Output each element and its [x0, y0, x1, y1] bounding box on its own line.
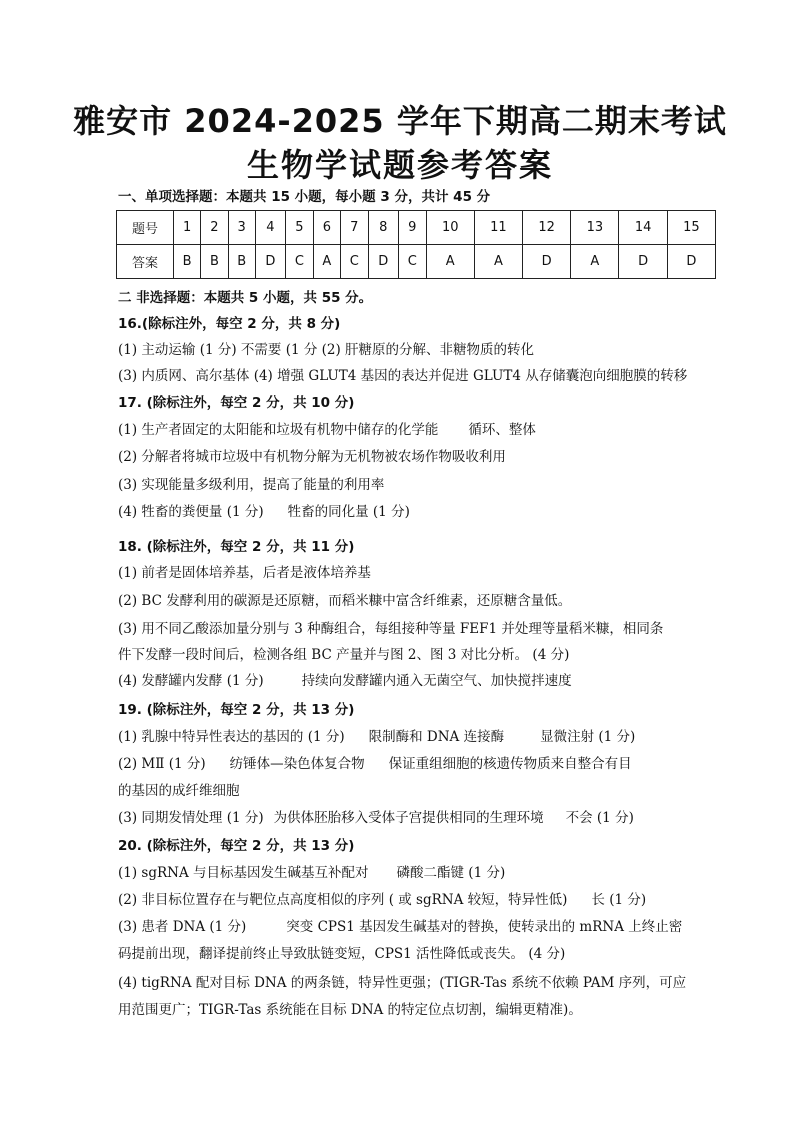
q19-answer-3b: 为供体胚胎移入受体子宫提供相同的生理环境 [273, 810, 544, 826]
answer-cell: A [474, 245, 522, 279]
q18-line-3: (3) 用不同乙酸添加量分别与 3 种酶组合，每组接种等量 FEF1 并处理等量稻米糠，相同条 [118, 621, 664, 637]
q19-line-1 [118, 725, 635, 745]
q19-answer-1c: 显微注射 (1 分) [540, 729, 636, 745]
q18-line-1: (1) 前者是固体培养基，后者是液体培养基 [118, 565, 371, 581]
q19-answer-3a: (3) 同期发情处理 (1 分) [118, 810, 264, 826]
answer-cell: B [174, 245, 201, 279]
q20-header: 20. (除标注外，每空 2 分，共 13 分) [118, 838, 355, 854]
number-cell: 8 [368, 211, 398, 245]
answer-cell: B [201, 245, 228, 279]
answer-cell: D [255, 245, 285, 279]
q19-line-2 [118, 752, 632, 772]
q18-header: 18. (除标注外，每空 2 分，共 11 分) [118, 539, 355, 555]
q17-answer-4b: 牲畜的同化量 (1 分) [287, 504, 410, 520]
q18-answer-4b: 持续向发酵罐内通入无菌空气、加快搅拌速度 [301, 673, 572, 689]
q17-line-4 [118, 500, 410, 520]
q20-answer-3a: (3) 患者 DNA (1 分) [118, 919, 247, 935]
q17-answer-4a: (4) 牲畜的粪便量 (1 分) [118, 504, 264, 520]
q20-answer-3b: 突变 CPS1 基因发生碱基对的替换，使转录出的 mRNA 上终止密 [286, 919, 683, 935]
q16-line-1: (1) 主动运输 (1 分) 不需要 (1 分 (2) 肝糖原的分解、非糖物质的转化 [118, 342, 535, 358]
q19-line-3: 的基因的成纤维细胞 [118, 783, 240, 799]
q19-answer-2c: 保证重组细胞的核遗传物质来自整合有目 [388, 756, 632, 772]
number-cell: 1 [174, 211, 201, 245]
answer-cell: C [398, 245, 426, 279]
q19-answer-1a: (1) 乳腺中特异性表达的基因的 (1 分) [118, 729, 345, 745]
answer-cell: D [667, 245, 715, 279]
section-2-heading: 二 非选择题：本题共 5 小题，共 55 分。 [118, 290, 373, 306]
q20-answer-1a: (1) sgRNA 与目标基因发生碱基互补配对 [118, 865, 369, 881]
number-cell: 6 [313, 211, 340, 245]
number-cell: 3 [228, 211, 255, 245]
q19-header: 19. (除标注外，每空 2 分，共 13 分) [118, 702, 355, 718]
q17-line-1 [118, 418, 536, 438]
q19-answer-2a: (2) MⅡ (1 分) [118, 756, 206, 772]
title-line-1: 雅安市 2024-2025 学年下期高二期末考试 [73, 102, 727, 140]
section-1-heading: 一、单项选择题：本题共 15 小题，每小题 3 分，共计 45 分 [118, 189, 491, 205]
q16-header: 16.(除标注外，每空 2 分，共 8 分) [118, 316, 341, 332]
answer-cell: D [523, 245, 571, 279]
q18-answer-4a: (4) 发酵罐内发酵 (1 分) [118, 673, 264, 689]
number-cell: 4 [255, 211, 285, 245]
q20-line-6: 用范围更广；TIGR-Tas 系统能在目标 DNA 的特定位点切割，编辑更精准)。 [118, 1002, 582, 1018]
answer-cell: D [619, 245, 667, 279]
number-cell: 10 [426, 211, 474, 245]
number-cell: 15 [667, 211, 715, 245]
q20-answer-2b: 长 (1 分) [591, 892, 647, 908]
answer-cell: A [313, 245, 340, 279]
answer-table [116, 210, 716, 279]
row-label: 题号 [117, 211, 174, 245]
q18-line-2: (2) BC 发酵利用的碳源是还原糖，而稻米糠中富含纤维素，还原糖含量低。 [118, 593, 572, 609]
number-cell: 13 [571, 211, 619, 245]
q20-answer-1b: 磷酸二酯键 (1 分) [396, 865, 506, 881]
q20-line-2 [118, 888, 646, 908]
answer-cell: C [340, 245, 368, 279]
answer-cell: C [286, 245, 314, 279]
number-cell: 14 [619, 211, 667, 245]
number-cell: 12 [523, 211, 571, 245]
q20-line-5: (4) tigRNA 配对目标 DNA 的两条链，特异性更强；(TIGR-Tas 系统不依赖 PAM 序列，可应 [118, 975, 687, 991]
number-cell: 7 [340, 211, 368, 245]
q17-header: 17. (除标注外，每空 2 分，共 10 分) [118, 395, 355, 411]
q17-answer-1b: 循环、整体 [468, 422, 536, 438]
q19-answer-1b: 限制酶和 DNA 连接酶 [368, 729, 505, 745]
question-number-row [117, 211, 716, 245]
q20-answer-2a: (2) 非目标位置存在与靶位点高度相似的序列 ( 或 sgRNA 较短，特异性低) [118, 892, 568, 908]
answer-row [117, 245, 716, 279]
answer-cell: A [571, 245, 619, 279]
number-cell: 5 [286, 211, 314, 245]
q17-line-3: (3) 实现能量多级利用，提高了能量的利用率 [118, 477, 385, 493]
number-cell: 9 [398, 211, 426, 245]
q18-line-4: 件下发酵一段时间后，检测各组 BC 产量并与图 2、图 3 对比分析。 (4 分) [118, 647, 570, 663]
number-cell: 2 [201, 211, 228, 245]
q20-line-3 [118, 915, 682, 935]
q17-answer-1: (1) 生产者固定的太阳能和垃圾有机物中储存的化学能 [118, 422, 439, 438]
q17-line-2: (2) 分解者将城市垃圾中有机物分解为无机物被农场作物吸收利用 [118, 449, 506, 465]
q18-line-5 [118, 669, 572, 689]
answer-cell: D [368, 245, 398, 279]
q16-line-2: (3) 内质网、高尔基体 (4) 增强 GLUT4 基因的表达并促进 GLUT4 从存储囊泡向细胞膜的转移 [118, 368, 688, 384]
row-label: 答案 [117, 245, 174, 279]
title-line-2: 生物学试题参考答案 [246, 146, 553, 184]
number-cell: 11 [474, 211, 522, 245]
q19-line-4 [118, 806, 634, 826]
q19-answer-3c: 不会 (1 分) [565, 810, 634, 826]
q20-line-4: 码提前出现，翻译提前终止导致肽链变短，CPS1 活性降低或丧失。 (4 分) [118, 946, 566, 962]
q20-line-1 [118, 861, 505, 881]
q19-answer-2b: 纺锤体—染色体复合物 [229, 756, 365, 772]
answer-cell: A [426, 245, 474, 279]
answer-cell: B [228, 245, 255, 279]
